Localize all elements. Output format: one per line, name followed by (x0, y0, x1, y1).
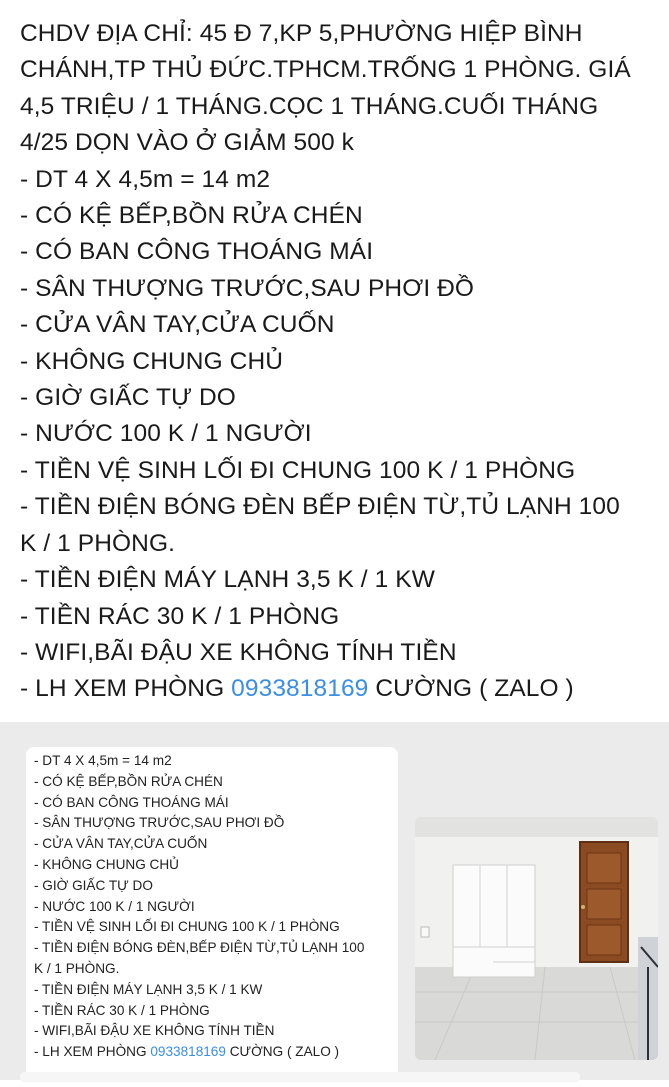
quoted-contact-suffix: CƯỜNG ( ZALO ) (225, 1044, 340, 1060)
post-line: - CÓ KỆ BẾP,BỒN RỬA CHÉN (20, 202, 363, 230)
phone-link[interactable]: 0933818169 (231, 675, 369, 703)
post-line: - TIỀN ĐIỆN MÁY LẠNH 3,5 K / 1 KW (20, 566, 435, 594)
quoted-line: - GIỜ GIẤC TỰ DO (34, 877, 153, 893)
quoted-contact-line (34, 1042, 396, 1063)
post-line: 4,5 TRIỆU / 1 THÁNG.CỌC 1 THÁNG.CUỐI THÁNG (20, 92, 599, 120)
quoted-post-card[interactable] (26, 747, 398, 1087)
post-line: CHDV ĐỊA CHỈ: 45 Đ 7,KP 5,PHƯỜNG HIỆP BÌNH (20, 20, 583, 47)
quoted-post-body (34, 751, 396, 1063)
quoted-line: - TIỀN ĐIỆN BÓNG ĐÈN,BẾP ĐIỆN TỪ,TỦ LẠNH 100 (34, 940, 365, 956)
quoted-line: - TIỀN RÁC 30 K / 1 PHÒNG (34, 1002, 210, 1018)
room-photo-icon (415, 817, 658, 1060)
contact-line (20, 671, 660, 707)
contact-suffix: CƯỜNG ( ZALO ) (368, 675, 574, 703)
quoted-line: - WIFI,BÃI ĐẬU XE KHÔNG TÍNH TIỀN (34, 1023, 275, 1039)
quoted-line: - SÂN THƯỢNG TRƯỚC,SAU PHƠI ĐỒ (34, 815, 285, 831)
post-line: - WIFI,BÃI ĐẬU XE KHÔNG TÍNH TIỀN (20, 638, 457, 666)
post-line: - KHÔNG CHUNG CHỦ (20, 347, 284, 375)
quoted-phone-link[interactable]: 0933818169 (150, 1044, 226, 1060)
post-line: - SÂN THƯỢNG TRƯỚC,SAU PHƠI ĐỒ (20, 274, 475, 302)
post-line: - NƯỚC 100 K / 1 NGƯỜI (20, 420, 312, 448)
room-photo[interactable] (415, 817, 658, 1060)
contact-prefix: - LH XEM PHÒNG (20, 675, 232, 703)
quoted-line: - CÓ KỆ BẾP,BỒN RỬA CHÉN (34, 773, 223, 789)
post-line: - CỬA VÂN TAY,CỬA CUỐN (20, 311, 335, 339)
post-line: - GIỜ GIẤC TỰ DO (20, 384, 236, 412)
post-line: CHÁNH,TP THỦ ĐỨC.TPHCM.TRỐNG 1 PHÒNG. GIÁ (20, 56, 631, 84)
post-line: - TIỀN RÁC 30 K / 1 PHÒNG (20, 602, 340, 630)
quoted-line: - NƯỚC 100 K / 1 NGƯỜI (34, 898, 195, 914)
post-line: - DT 4 X 4,5m = 14 m2 (20, 165, 271, 193)
quoted-line: - CỬA VÂN TAY,CỬA CUỐN (34, 836, 208, 852)
post-body (20, 16, 660, 708)
post-line: - TIỀN ĐIỆN BÓNG ĐÈN BẾP ĐIỆN TỪ,TỦ LẠNH 100 (20, 493, 620, 521)
quoted-contact-prefix: - LH XEM PHÒNG (34, 1044, 151, 1060)
quoted-line: - KHÔNG CHUNG CHỦ (34, 856, 179, 872)
post-line: 4/25 DỌN VÀO Ở GIẢM 500 k (20, 129, 354, 157)
quoted-line: - TIỀN VỆ SINH LỐI ĐI CHUNG 100 K / 1 PHÒNG (34, 919, 340, 935)
quoted-line: K / 1 PHÒNG. (34, 960, 120, 976)
attachment-preview-area (0, 722, 669, 1080)
quoted-line: - CÓ BAN CÔNG THOÁNG MÁI (34, 794, 229, 810)
post-line: K / 1 PHÒNG. (20, 529, 176, 557)
post-line: - TIỀN VỆ SINH LỐI ĐI CHUNG 100 K / 1 PHÒNG (20, 456, 576, 484)
quoted-line: - TIỀN ĐIỆN MÁY LẠNH 3,5 K / 1 KW (34, 981, 263, 997)
bottom-strip (20, 1072, 580, 1082)
post-line: - CÓ BAN CÔNG THOÁNG MÁI (20, 238, 374, 266)
quoted-line: - DT 4 X 4,5m = 14 m2 (34, 753, 172, 768)
